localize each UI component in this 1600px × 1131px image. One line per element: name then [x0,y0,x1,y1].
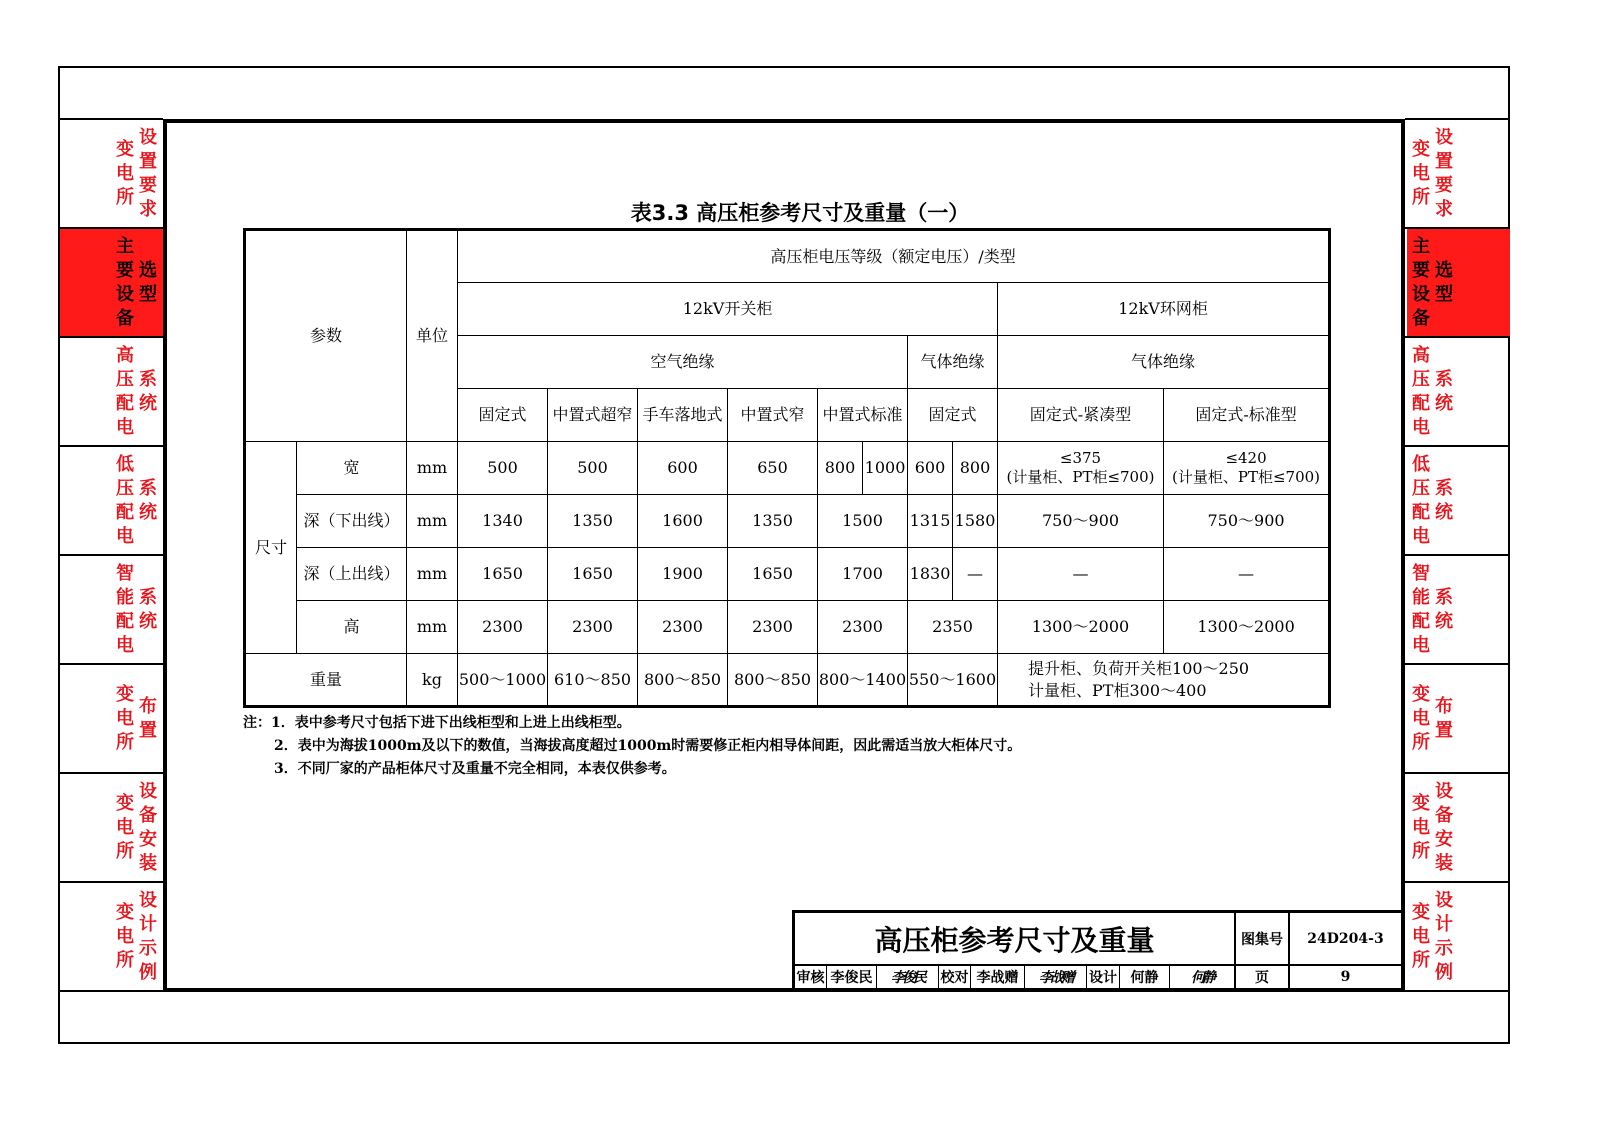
table-cell: 1580 [953,495,998,548]
table-cell: 1350 [548,495,638,548]
tab-label-secondary: 系统 [1435,587,1453,632]
table-cell: 800 [818,442,863,495]
tab-label-primary: 变电所 [116,684,134,753]
table-cell: 1350 [728,495,818,548]
atlas-label: 图集号 [1236,913,1290,966]
checker-name: 李战赠 [971,966,1025,988]
table-cell: 600 [638,442,728,495]
tab-label-secondary: 系统 [1435,478,1453,523]
table-cell: 650 [728,442,818,495]
row-label-depth-up: 深（上出线） [297,548,407,601]
header-param: 参数 [245,230,407,442]
tab-label-secondary: 设计示例 [1435,890,1453,983]
header-type: 固定式 [458,389,548,442]
tab-substation-design-example-right[interactable] [1407,883,1510,990]
tab-label-primary: 变电所 [116,793,134,862]
tab-label-primary: 高压配电 [116,345,134,438]
tab-label-primary: 低压配电 [1412,454,1430,547]
row-label-depth-down: 深（下出线） [297,495,407,548]
row-label-width: 宽 [297,442,407,495]
row-label-weight: 重量 [245,654,407,707]
header-type: 固定式-标准型 [1164,389,1330,442]
title-block [792,910,1404,991]
tab-label-secondary: 布置 [1435,696,1453,741]
table-cell [998,654,1330,707]
check-label: 校对 [939,966,971,988]
header-switchgear: 12kV开关柜 [458,283,998,336]
table-cell: 1650 [458,548,548,601]
tab-substation-equipment-installation-right[interactable] [1407,774,1510,881]
table-cell: 750～900 [1164,495,1330,548]
table-cell: 1300～2000 [998,601,1164,654]
table-cell: 2300 [458,601,548,654]
page-label: 页 [1236,966,1290,988]
table-cell: 1600 [638,495,728,548]
table-cell: 800～850 [728,654,818,707]
tab-substation-layout[interactable] [60,665,163,772]
designer-signature: 何静 [1170,966,1236,988]
tab-label-secondary: 布置 [139,696,157,741]
note-line: 2．表中为海拔1000m及以下的数值，当海拔高度超过1000m时需要修正柜内相导体间距，因此需适当放大柜体尺寸。 [274,738,1022,754]
right-tab-divider [1405,990,1510,992]
tab-label-secondary: 设备安装 [139,781,157,874]
table-cell: 1650 [728,548,818,601]
review-label: 审核 [795,966,827,988]
design-label: 设计 [1087,966,1120,988]
tab-main-equipment-selection[interactable] [60,229,163,336]
header-gas-insulated: 气体绝缘 [908,336,998,389]
page-number: 9 [1340,969,1351,985]
table-cell: 800～1400 [818,654,908,707]
tab-hv-distribution-system-right[interactable] [1407,338,1510,445]
table-cell: 1300～2000 [1164,601,1330,654]
header-air-insulated: 空气绝缘 [458,336,908,389]
tab-label-secondary: 设置要求 [1435,127,1453,220]
table-cell: 750～900 [998,495,1164,548]
table-cell: 1500 [818,495,908,548]
table-cell: 800 [953,442,998,495]
table-cell: 1900 [638,548,728,601]
tab-label-primary: 主要设备 [1412,236,1430,329]
table-cell: 1650 [548,548,638,601]
table-cell: 2350 [908,601,998,654]
header-type: 中置式窄 [728,389,818,442]
table-cell: 2300 [728,601,818,654]
header-ring-main: 12kV环网柜 [998,283,1330,336]
header-unit: 单位 [407,230,458,442]
cell-line: ≤375 [1059,449,1102,467]
table-cell: 2300 [548,601,638,654]
table-cell: 500 [548,442,638,495]
table-cell: 610～850 [548,654,638,707]
tab-label-secondary: 选型 [1435,260,1453,305]
tab-label-secondary: 系统 [1435,369,1453,414]
table-cell: 600 [908,442,953,495]
table-cell [1164,442,1330,495]
tab-label-primary: 智能配电 [1412,563,1430,656]
tab-label-secondary: 系统 [139,587,157,632]
header-type: 手车落地式 [638,389,728,442]
designer-name: 何静 [1120,966,1170,988]
tab-label-primary: 变电所 [1412,684,1430,753]
unit-cell: mm [407,495,458,548]
table-cell: 550～1600 [908,654,998,707]
tab-lv-distribution-system-right[interactable] [1407,447,1510,554]
tab-smart-distribution-system[interactable] [60,556,163,663]
table-cell: 1700 [818,548,908,601]
cell-line: 计量柜、PT柜300～400 [1028,680,1207,700]
tab-label-secondary: 选型 [139,260,157,305]
tab-hv-distribution-system[interactable] [60,338,163,445]
tab-label-primary: 变电所 [1412,139,1430,208]
table-title: 表3.3 高压柜参考尺寸及重量（一） [630,201,970,225]
tab-label-primary: 主要设备 [116,236,134,329]
header-type: 中置式标准 [818,389,908,442]
table-cell: 500 [458,442,548,495]
reviewer-signature: 李俊民 [877,966,939,988]
table-cell: — [998,548,1164,601]
table-cell: 1315 [908,495,953,548]
tab-label-secondary: 设计示例 [139,890,157,983]
notes [243,712,1021,781]
cell-line: (计量柜、PT柜≤700) [1172,468,1321,486]
unit-cell: kg [407,654,458,707]
drawing-title: 高压柜参考尺寸及重量 [795,913,1236,966]
atlas-number: 24D204-3 [1290,913,1401,966]
tab-label-primary: 变电所 [1412,902,1430,971]
note-line: 3．不同厂家的产品柜体尺寸及重量不完全相同，本表仅供参考。 [274,761,676,777]
tab-label-primary: 变电所 [1412,793,1430,862]
tab-label-primary: 变电所 [116,139,134,208]
table-cell [998,442,1164,495]
tab-label-secondary: 设备安装 [1435,781,1453,874]
tab-label-secondary: 系统 [139,478,157,523]
unit-cell: mm [407,601,458,654]
tab-main-equipment-selection-right[interactable] [1407,229,1510,336]
tab-label-primary: 智能配电 [116,563,134,656]
tab-substation-design-example[interactable] [60,883,163,990]
header-voltage-type: 高压柜电压等级（额定电压）/类型 [458,230,1330,283]
cell-line: (计量柜、PT柜≤700) [1006,468,1155,486]
row-label-height: 高 [297,601,407,654]
tab-label-primary: 低压配电 [116,454,134,547]
header-gas-insulated-ring: 气体绝缘 [998,336,1330,389]
cell-line: ≤420 [1225,449,1267,467]
header-type: 中置式超窄 [548,389,638,442]
hv-cabinet-dimension-table [243,228,1331,708]
table-cell: 2300 [818,601,908,654]
table-cell: 2300 [638,601,728,654]
tab-substation-layout-right[interactable] [1407,665,1510,772]
table-cell: 1830 [908,548,953,601]
tab-label-secondary: 系统 [139,369,157,414]
cell-line: 提升柜、负荷开关柜100～250 [1028,658,1250,678]
table-cell: — [1164,548,1330,601]
header-type: 固定式-紧凑型 [998,389,1164,442]
table-cell: 500～1000 [458,654,548,707]
reviewer-name: 李俊民 [827,966,877,988]
tab-lv-distribution-system[interactable] [60,447,163,554]
header-type: 固定式 [908,389,998,442]
tab-smart-distribution-system-right[interactable] [1407,556,1510,663]
tab-substation-equipment-installation[interactable] [60,774,163,881]
tab-label-primary: 高压配电 [1412,345,1430,438]
size-label: 尺寸 [245,442,297,654]
table-cell: 1000 [863,442,908,495]
left-tab-divider [58,990,163,992]
tab-label-primary: 变电所 [116,902,134,971]
tab-label-secondary: 设置要求 [139,127,157,220]
note-line: 注：1．表中参考尺寸包括下进下出线柜型和上进上出线柜型。 [243,715,631,731]
table-cell: 800～850 [638,654,728,707]
table-cell: — [953,548,998,601]
unit-cell: mm [407,548,458,601]
table-cell: 1340 [458,495,548,548]
checker-signature: 李战赠 [1025,966,1087,988]
unit-cell: mm [407,442,458,495]
